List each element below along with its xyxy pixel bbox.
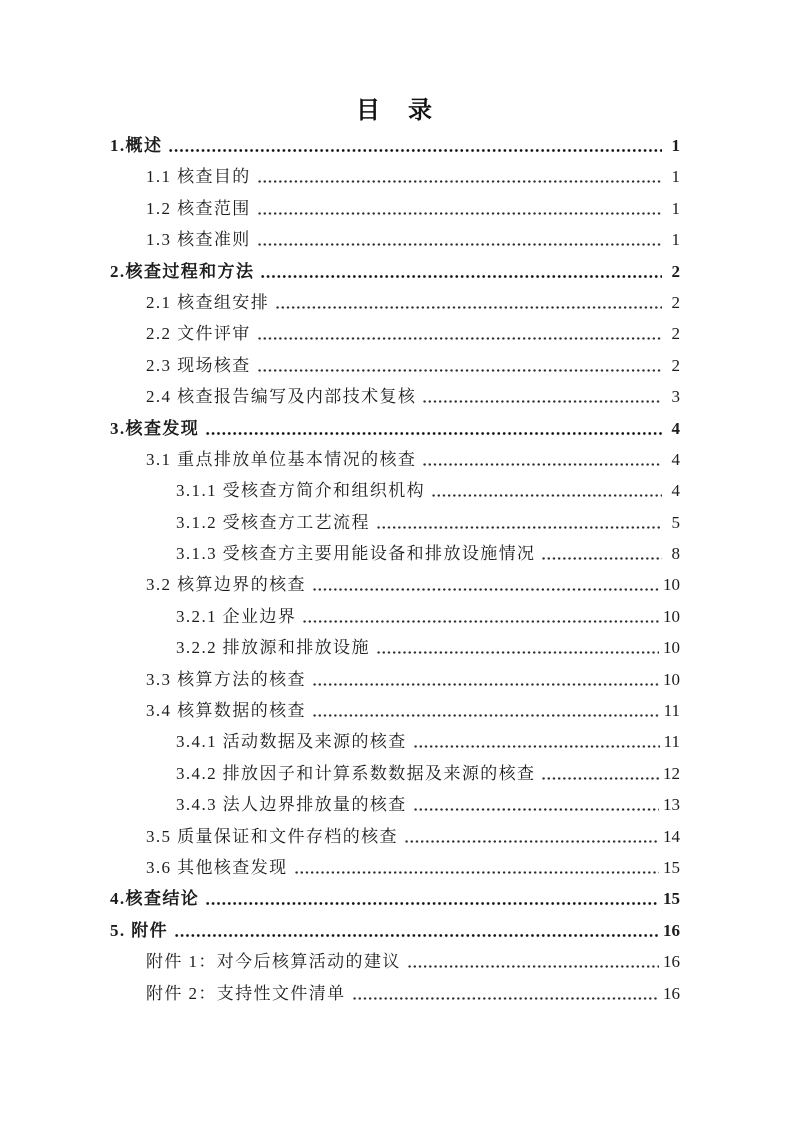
toc-entry-label: 3.5 质量保证和文件存档的核查 (146, 826, 398, 846)
toc-entry-page: 14 (663, 826, 680, 846)
toc-entry-page: 1 (671, 167, 680, 187)
toc-entry-page: 11 (663, 701, 680, 721)
toc-entry-label: 2.1 核查组安排 (146, 292, 270, 312)
toc-entry-label: 3.4.2 排放因子和计算系数数据及来源的核查 (176, 763, 536, 783)
toc-entry-page: 8 (671, 544, 680, 564)
toc-entry-page: 4 (671, 449, 680, 469)
toc-entry[interactable] (110, 444, 680, 475)
toc-entry-page: 15 (663, 889, 680, 909)
toc-entry[interactable] (110, 632, 680, 663)
toc-entry-label: 附件 2：支持性文件清单 (146, 983, 346, 1003)
dotted-leader (257, 318, 662, 349)
toc-entry[interactable] (110, 978, 680, 1009)
dotted-leader (257, 193, 662, 224)
toc-entry[interactable] (110, 161, 680, 192)
toc-entry-label: 5. 附件 (110, 920, 168, 940)
toc-entry-label: 2.3 现场核查 (146, 355, 251, 375)
toc-entry-page: 13 (663, 795, 680, 815)
toc-entry-label: 2.4 核查报告编写及内部技术复核 (146, 387, 417, 407)
dotted-leader (413, 789, 659, 820)
dotted-leader (312, 695, 660, 726)
toc-entry[interactable] (110, 695, 680, 726)
dotted-leader (352, 978, 659, 1009)
toc-entry[interactable] (110, 507, 680, 538)
toc-entry[interactable] (110, 538, 680, 569)
toc-entry[interactable] (110, 664, 680, 695)
dotted-leader (376, 507, 662, 538)
toc-entry-page: 11 (663, 732, 680, 752)
toc-entry[interactable] (110, 475, 680, 506)
toc-entry-label: 1.2 核查范围 (146, 198, 251, 218)
toc-entry-page: 4 (671, 481, 680, 501)
toc-entry[interactable] (110, 193, 680, 224)
toc-entry[interactable] (110, 350, 680, 381)
dotted-leader (257, 350, 662, 381)
toc-entry[interactable] (110, 130, 680, 161)
toc-entry[interactable] (110, 915, 680, 946)
dotted-leader (302, 601, 659, 632)
dotted-leader (413, 726, 660, 757)
toc-entry-label: 3.2.2 排放源和排放设施 (176, 638, 370, 658)
toc-entry-page: 10 (663, 575, 680, 595)
toc-entry-label: 2.核查过程和方法 (110, 261, 255, 281)
toc-list (110, 130, 680, 1009)
toc-entry-label: 3.1.1 受核查方简介和组织机构 (176, 481, 426, 501)
toc-entry-label: 3.4.1 活动数据及来源的核查 (176, 732, 407, 752)
dotted-leader (312, 569, 659, 600)
toc-entry[interactable] (110, 821, 680, 852)
toc-entry[interactable] (110, 569, 680, 600)
toc-entry-page: 16 (663, 952, 680, 972)
toc-entry[interactable] (110, 318, 680, 349)
toc-entry-page: 10 (663, 606, 680, 626)
dotted-leader (260, 256, 662, 287)
toc-entry[interactable] (110, 256, 680, 287)
toc-entry[interactable] (110, 224, 680, 255)
toc-entry[interactable] (110, 601, 680, 632)
toc-entry-page: 12 (663, 763, 680, 783)
dotted-leader (205, 883, 659, 914)
toc-entry-label: 附件 1：对今后核算活动的建议 (146, 952, 401, 972)
dotted-leader (312, 664, 659, 695)
dotted-leader (407, 946, 659, 977)
toc-entry[interactable] (110, 789, 680, 820)
toc-entry-page: 15 (663, 857, 680, 877)
toc-entry-page: 2 (671, 355, 680, 375)
toc-entry-label: 3.1.2 受核查方工艺流程 (176, 512, 370, 532)
toc-entry-page: 2 (671, 324, 680, 344)
toc-entry-page: 16 (663, 983, 680, 1003)
toc-entry-page: 1 (671, 136, 680, 155)
toc-entry[interactable] (110, 726, 680, 757)
toc-entry-page: 10 (663, 669, 680, 689)
dotted-leader (168, 130, 662, 161)
toc-entry[interactable] (110, 852, 680, 883)
dotted-leader (275, 287, 662, 318)
dotted-leader (404, 821, 659, 852)
toc-entry-page: 2 (671, 292, 680, 312)
toc-entry-page: 4 (671, 418, 680, 438)
toc-entry-label: 2.2 文件评审 (146, 324, 251, 344)
dotted-leader (294, 852, 660, 883)
page-title: 目 录 (356, 98, 434, 124)
dotted-leader (257, 161, 662, 192)
dotted-leader (431, 475, 662, 506)
toc-entry-page: 5 (671, 512, 680, 532)
toc-entry-page: 2 (671, 261, 680, 281)
toc-entry-page: 3 (671, 387, 680, 407)
toc-entry-label: 3.2.1 企业边界 (176, 606, 297, 626)
dotted-leader (205, 413, 662, 444)
dotted-leader (541, 758, 659, 789)
toc-entry-label: 3.4.3 法人边界排放量的核查 (176, 795, 407, 815)
toc-entry-label: 3.核查发现 (110, 418, 200, 438)
toc-entry-label: 3.2 核算边界的核查 (146, 575, 306, 595)
toc-entry-page: 1 (671, 198, 680, 218)
toc-entry[interactable] (110, 287, 680, 318)
toc-entry-label: 1.概述 (110, 136, 163, 155)
dotted-leader (257, 224, 662, 255)
dotted-leader (422, 444, 662, 475)
toc-entry-label: 3.6 其他核查发现 (146, 857, 288, 877)
toc-entry-label: 3.1 重点排放单位基本情况的核查 (146, 449, 417, 469)
toc-entry[interactable] (110, 381, 680, 412)
toc-entry[interactable] (110, 758, 680, 789)
toc-entry-page: 10 (663, 638, 680, 658)
toc-entry[interactable] (110, 413, 680, 444)
dotted-leader (174, 915, 659, 946)
dotted-leader (376, 632, 659, 663)
toc-entry[interactable] (110, 883, 680, 914)
dotted-leader (422, 381, 662, 412)
toc-entry-label: 1.3 核查准则 (146, 230, 251, 250)
toc-entry-page: 16 (663, 920, 680, 940)
toc-entry-label: 1.1 核查目的 (146, 167, 251, 187)
toc-entry-label: 3.4 核算数据的核查 (146, 701, 306, 721)
dotted-leader (541, 538, 662, 569)
toc-entry-label: 3.1.3 受核查方主要用能设备和排放设施情况 (176, 544, 536, 564)
toc-entry-label: 4.核查结论 (110, 889, 200, 909)
toc-entry-label: 3.3 核算方法的核查 (146, 669, 306, 689)
toc-entry-page: 1 (671, 230, 680, 250)
toc-entry[interactable] (110, 946, 680, 977)
